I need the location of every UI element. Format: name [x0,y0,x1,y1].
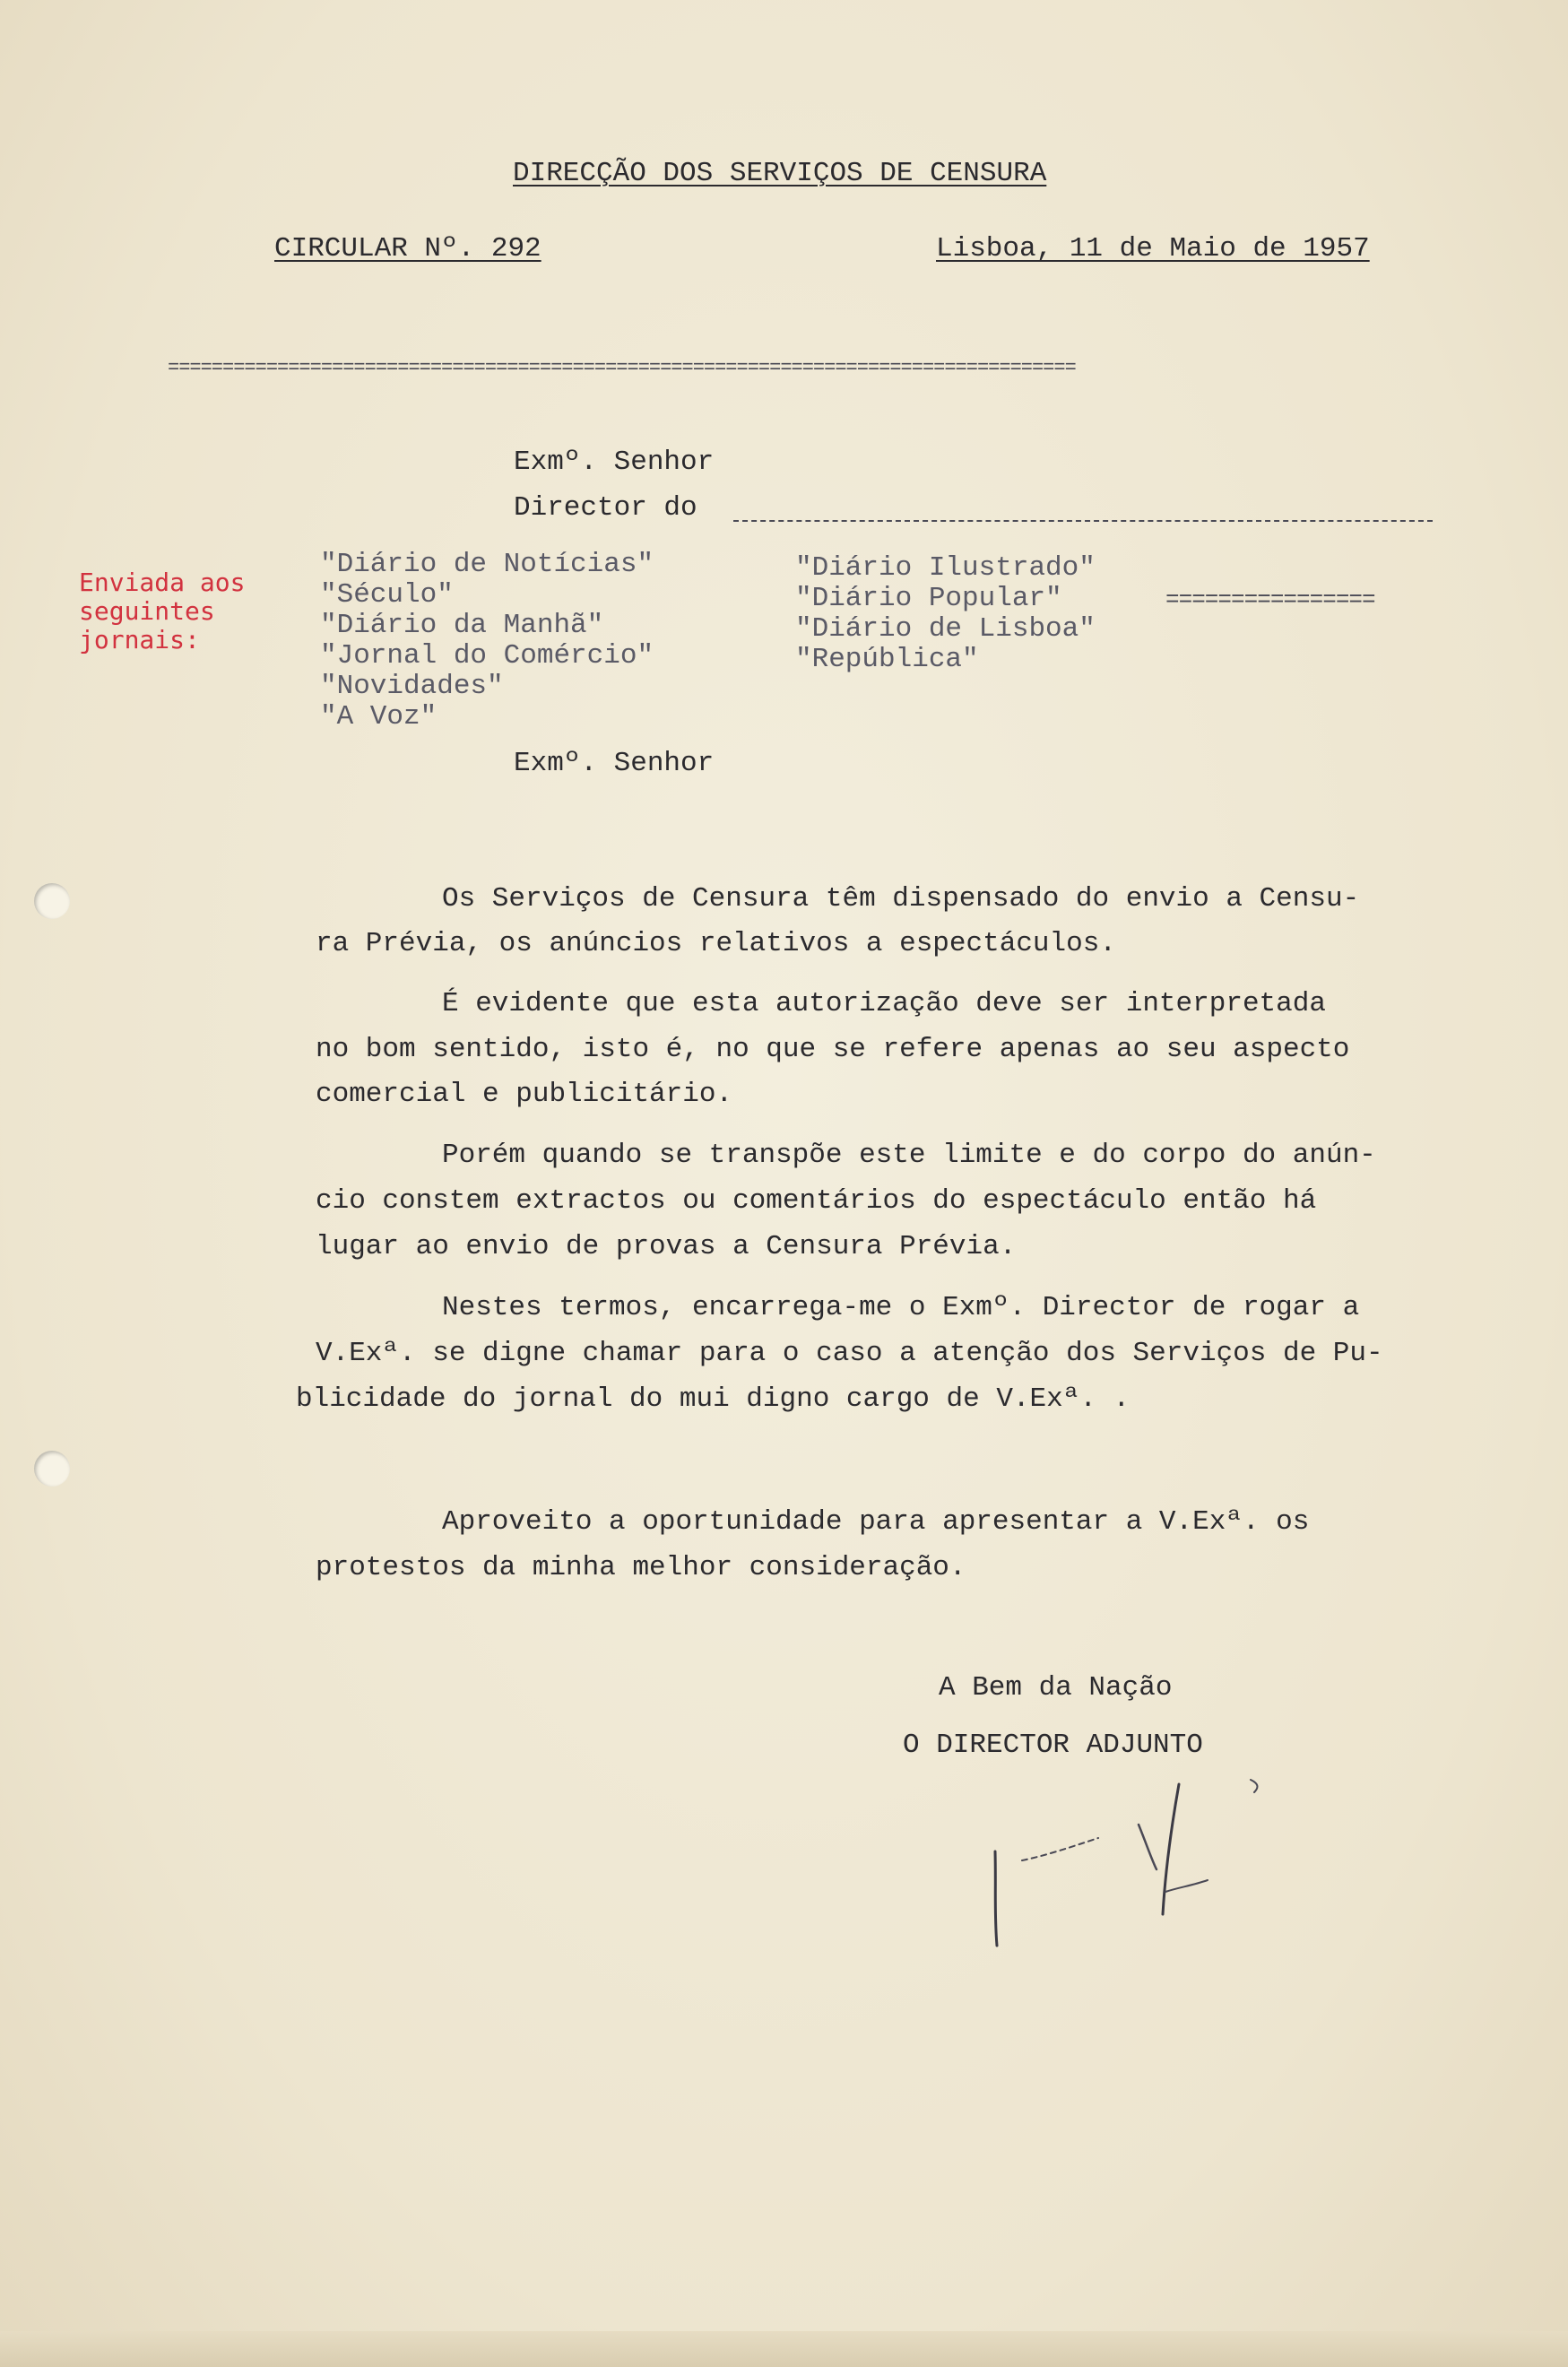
paragraph-3-line-3: lugar ao envio de provas a Censura Prévia. [316,1231,1017,1262]
paper-bottom-edge [0,2331,1568,2367]
closing-motto: A Bem da Nação [939,1672,1173,1704]
signatory-title: O DIRECTOR ADJUNTO [903,1730,1203,1761]
punch-hole-upper [34,883,70,919]
paragraph-2-line-1: É evidente que esta autorização deve ser interpretada [442,988,1326,1019]
director-line: Director do [514,492,697,524]
closing-salutation: Exmº. Senhor [514,748,715,779]
newspaper-right-4: "República" [795,644,979,675]
newspaper-left-4: "Jornal do Comércio" [320,640,654,672]
handwritten-signature [973,1771,1260,1959]
paragraph-5-line-1: Aproveito a oportunidade para apresentar a V.Exª. os [442,1506,1310,1538]
paragraph-2-line-3: comercial e publicitário. [316,1079,733,1110]
newspaper-right-2: "Diário Popular" [795,583,1062,614]
paragraph-4-line-2: V.Exª. se digne chamar para o caso a atenção dos Serviços de Pu- [316,1338,1383,1369]
paragraph-4-line-3: blicidade do jornal do mui digno cargo de V.Exª. . [296,1383,1131,1415]
punch-hole-lower [34,1451,70,1487]
newspaper-right-3: "Diário de Lisboa" [795,613,1096,645]
paragraph-1-line-1: Os Serviços de Censura têm dispensado do envio a Censu- [442,883,1360,915]
newspaper-left-6: "A Voz" [320,701,437,733]
paragraph-2-line-2: no bom sentido, isto é, no que se refere apenas ao seu aspecto [316,1034,1350,1065]
director-blank-line [733,520,1433,522]
circular-number: CIRCULAR Nº. 292 [274,233,541,264]
paragraph-3-line-2: cio constem extractos ou comentários do espectáculo então há [316,1185,1317,1217]
paragraph-4-line-1: Nestes termos, encarrega-me o Exmº. Director de rogar a [442,1292,1360,1323]
header-separator: =================================================================================== [168,357,1076,379]
paragraph-1-line-2: ra Prévia, os anúncios relativos a espectáculos. [316,928,1116,959]
paragraph-5-line-2: protestos da minha melhor consideração. [316,1552,966,1583]
place-date: Lisboa, 11 de Maio de 1957 [936,233,1370,264]
stamp-line-1: Enviada aos [79,568,246,597]
newspaper-left-5: "Novidades" [320,671,504,702]
newspaper-left-2: "Século" [320,579,454,611]
right-rule: ================ [1165,586,1375,613]
paragraph-3-line-1: Porém quando se transpõe este limite e do corpo do anún- [442,1140,1376,1171]
newspaper-right-1: "Diário Ilustrado" [795,552,1096,584]
newspaper-left-3: "Diário da Manhã" [320,610,604,641]
stamp-line-3: jornais: [79,625,200,655]
salutation: Exmº. Senhor [514,447,715,478]
newspaper-left-1: "Diário de Notícias" [320,549,654,580]
stamp-line-2: seguintes [79,596,215,626]
department-title: DIRECÇÃO DOS SERVIÇOS DE CENSURA [513,158,1047,189]
